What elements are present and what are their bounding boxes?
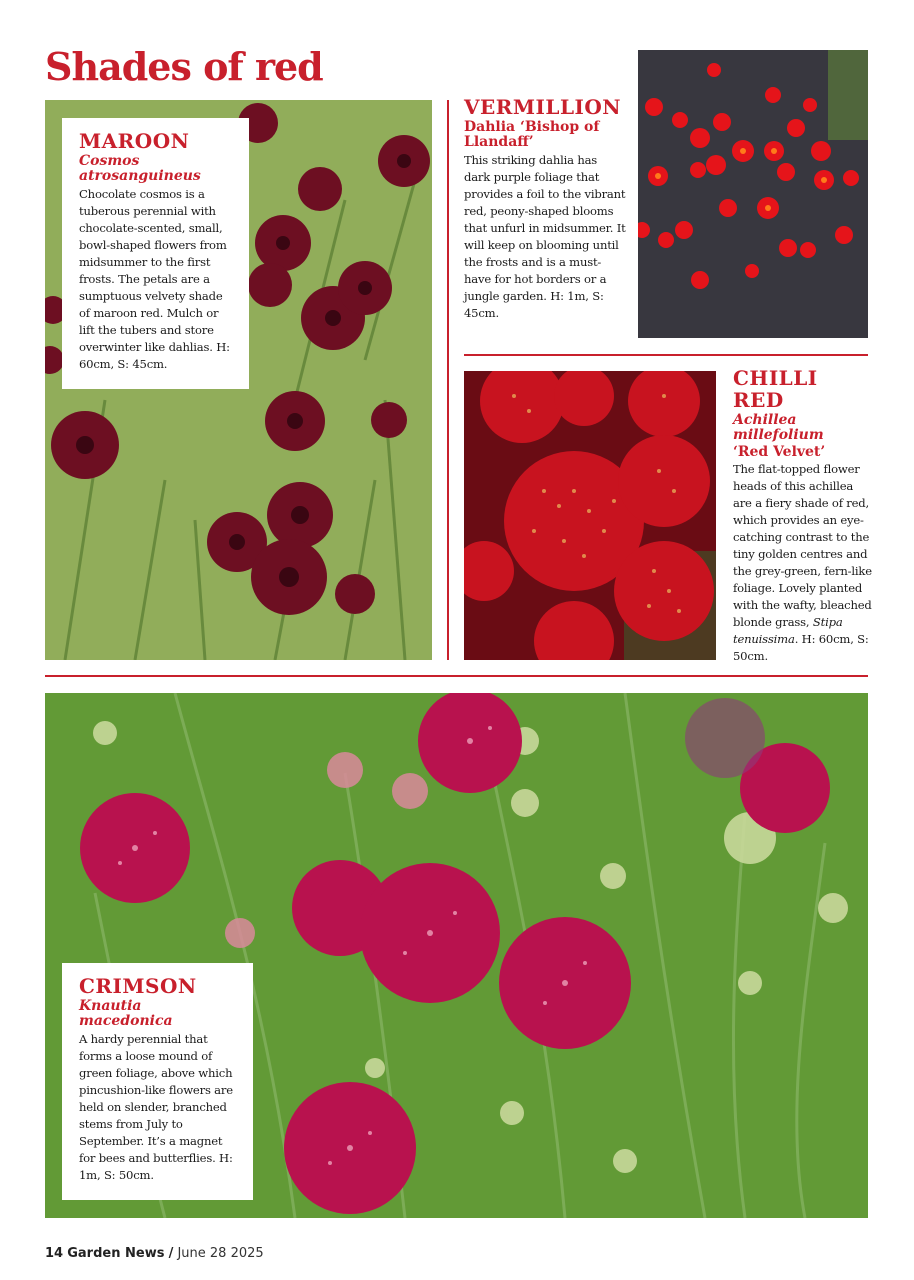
vermillion-dahlia-photo bbox=[638, 50, 868, 338]
crimson-heading: CRIMSON bbox=[79, 974, 197, 998]
maroon-textbox bbox=[62, 118, 249, 389]
page-number: 14 bbox=[45, 1246, 64, 1261]
section-divider-main bbox=[45, 675, 868, 677]
maroon-body: Chocolate cosmos is a tuberous perennial with chocolate-scented, small, bowl-shaped flowers from midsummer to the first frosts. The petals are a sumptuous velvety shade of maroon red. Mulch or lift the tubers and store overwinter like dahlias. H: 60cm, S: 45cm. bbox=[79, 186, 230, 371]
chilli-red-heading: CHILLI RED bbox=[733, 366, 818, 412]
page-title: Shades of red bbox=[45, 44, 323, 89]
maroon-latin-name: Cosmos atrosanguineus bbox=[79, 153, 201, 185]
chilli-red-achillea-photo bbox=[464, 371, 716, 660]
crimson-body: A hardy perennial that forms a loose mound of green foliage, above which pincushion-like flowers are held on slender, branched stems from July to September. It’s a magnet for bees and butterflies. H: 1m, S: 50cm. bbox=[79, 1031, 233, 1182]
vermillion-latin-name: Dahlia ‘Bishop of Llandaff’ bbox=[464, 119, 600, 151]
chilli-red-textbox bbox=[733, 367, 873, 667]
vermillion-textbox bbox=[464, 96, 626, 346]
column-divider bbox=[447, 100, 449, 660]
chilli-red-body-grass-name: Stipa tenuissima bbox=[733, 615, 843, 647]
crimson-textbox bbox=[62, 963, 253, 1200]
chilli-red-body-dimensions: . H: 60cm, S: 50cm. bbox=[733, 632, 869, 664]
vermillion-body: This striking dahlia has dark purple foliage that provides a foil to the vibrant red, peony-shaped blooms that unfurl in midsummer. It will keep on blooming until the frosts and is a must-have for hot borders or a jungle garden. H: 1m, S: 45cm. bbox=[464, 152, 626, 320]
maroon-heading: MAROON bbox=[79, 129, 190, 153]
chilli-red-latin-name: Achillea millefolium bbox=[733, 412, 824, 444]
vermillion-heading: VERMILLION bbox=[464, 95, 622, 119]
issue-date: June 28 2025 bbox=[177, 1246, 264, 1261]
chilli-red-cultivar: ‘Red Velvet’ bbox=[733, 443, 826, 460]
footer-separator: / bbox=[168, 1246, 174, 1261]
publication-name: Garden News bbox=[67, 1246, 165, 1261]
chilli-red-body-main: The flat-topped flower heads of this achillea are a fiery shade of red, which provides an eye-catching contrast to the tiny golden centres and the grey-green, fern-like foliage. Lovely planted with the wafty, bleached blonde grass, bbox=[733, 462, 872, 630]
page-footer bbox=[45, 1246, 264, 1261]
crimson-latin-name: Knautia macedonica bbox=[79, 998, 173, 1030]
section-divider-vermillion bbox=[464, 354, 868, 356]
chilli-red-body bbox=[733, 461, 873, 665]
